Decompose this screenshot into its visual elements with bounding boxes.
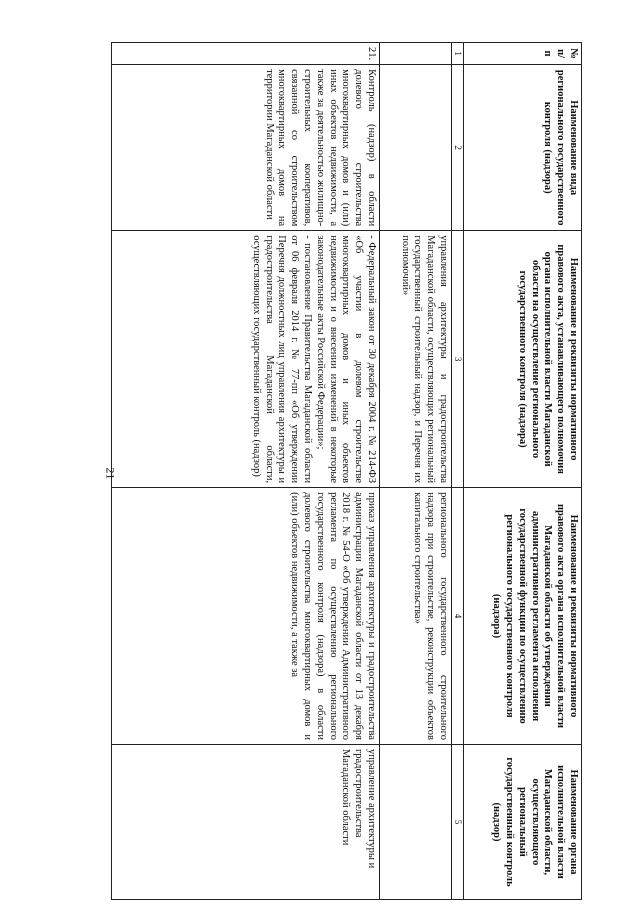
header-regulation: Наименование и реквизиты нормативного правового акта органа исполнительной власти Магаданской области об утверждении административного регламента исполнения государственной функции по осуществлению регионального государственного контроля (надзора)	[464, 488, 582, 745]
table-cell	[380, 43, 452, 65]
table-header-row	[464, 43, 582, 900]
column-number: 5	[452, 744, 464, 899]
legal-basis-item: - постановление Правительства Магаданской области от 06 февраля 2014 г. № 77-пп «Об утверждении Перечня должностных лиц управления архитектуры и градостроительства Магаданской области, осуществляющих государственный контроль (надзор)	[250, 235, 314, 484]
table-row	[380, 43, 452, 900]
column-number: 1	[452, 43, 464, 65]
rotated-table-container	[52, 42, 582, 900]
control-type-cell: Контроль (надзор) в области долевого строительства многоквартирных домов и (или) иных объектов недвижимости, а также за деятельностью жилищно-строительных кооперативов, связанной со строительством многоквартирных домов на территории Магаданской области	[112, 65, 380, 231]
continuation-legal-basis: управления архитектуры и градостроительства Магаданской области, осуществляющих региональный государственный строительный надзор, и Перечня их полномочий»	[380, 231, 452, 488]
header-control-type: Наименование вида регионального государственного контроля (надзора)	[464, 65, 582, 231]
regulatory-table	[111, 42, 582, 900]
header-authority: Наименование органа исполнительной власти Магаданской области, осуществляющего региональный государственный контроль (надзор)	[464, 744, 582, 899]
column-number: 2	[452, 65, 464, 231]
table-cell	[380, 744, 452, 899]
table-row	[112, 43, 380, 900]
row-number: 21.	[112, 43, 380, 65]
header-num: № п/п	[464, 43, 582, 65]
table-cell	[380, 65, 452, 231]
page-number: 21	[103, 467, 118, 480]
column-number: 4	[452, 488, 464, 745]
authority-cell: управление архитектуры и градостроительства Магаданской области	[112, 744, 380, 899]
legal-basis-item: - Федеральный закон от 30 декабря 2004 г. № 214-ФЗ «Об участии в долевом строительстве многоквартирных домов и иных объектов недвижимости и о внесении изменений в некоторые законодательные акты Российской Федерации»;	[314, 235, 378, 484]
regulation-cell: приказ управления архитектуры и градостроительства администрации Магаданской области от 13 декабря 2018 г. № 54-О «Об утверждении Административного регламента по осуществлению регионального государственного контроля (надзора) в области долевого строительства многоквартирных домов и (или) объектов недвижимости, а также за	[112, 488, 380, 745]
legal-basis-cell	[112, 231, 380, 488]
column-number: 3	[452, 231, 464, 488]
header-legal-basis: Наименование и реквизиты нормативного правового акта, устанавливающего полномочия органа исполнительной власти Магаданской области на осуществление регионального государственного контроля (надзора)	[464, 231, 582, 488]
continuation-regulation: регионального государственного строительного надзора при строительстве, реконструкции объектов капитального строительства»	[380, 488, 452, 745]
column-number-row	[452, 43, 464, 900]
